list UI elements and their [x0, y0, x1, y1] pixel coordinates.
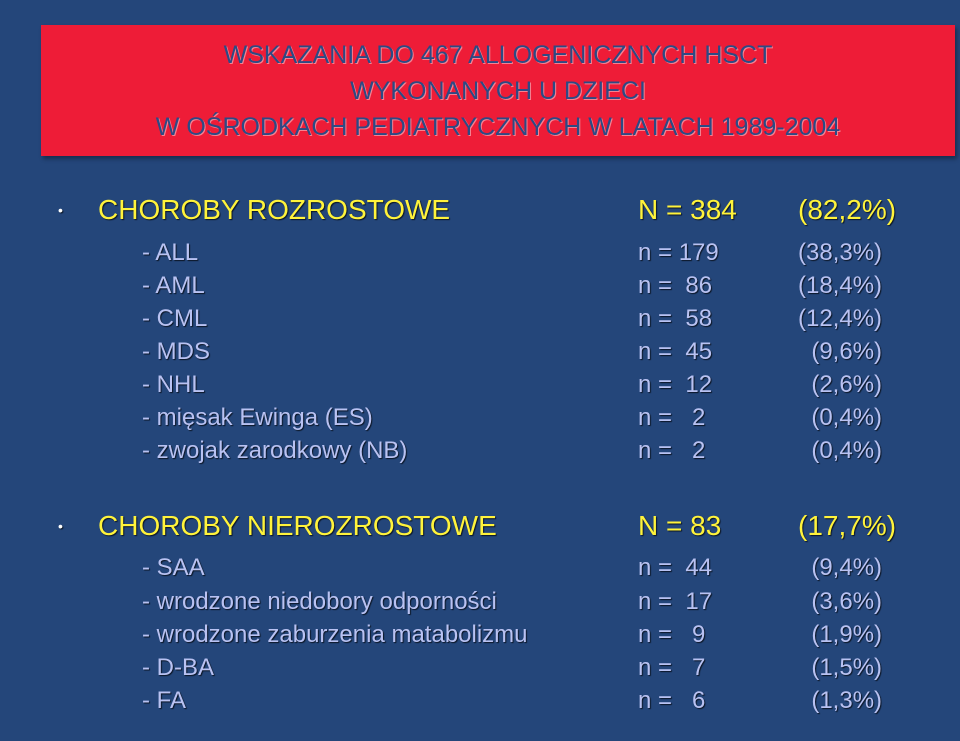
item-count: n = 58 — [638, 305, 713, 332]
item-label: - AML — [142, 272, 205, 299]
item-percent: (12,4%) — [798, 305, 883, 332]
item-label: - MDS — [142, 338, 210, 365]
item-percent: (1,3%) — [798, 687, 883, 714]
section-percent: (17,7%) — [798, 510, 897, 541]
list-item — [0, 302, 960, 336]
list-item — [0, 401, 960, 435]
list-item — [0, 269, 960, 303]
item-percent: (9,6%) — [798, 338, 883, 365]
item-percent: (1,5%) — [798, 654, 883, 681]
list-item — [0, 684, 960, 718]
title-box — [41, 25, 955, 156]
list-item — [0, 585, 960, 619]
bullet-icon: • — [58, 518, 63, 534]
section-label: CHOROBY ROZROSTOWE — [98, 194, 451, 225]
item-count: n = 179 — [638, 239, 719, 266]
item-percent: (3,6%) — [798, 588, 883, 615]
item-percent: (1,9%) — [798, 621, 883, 648]
item-label: - CML — [142, 305, 208, 332]
item-count: n = 45 — [638, 338, 713, 365]
section-header-proliferative — [0, 193, 960, 227]
item-percent: (2,6%) — [798, 371, 883, 398]
item-label: - wrodzone zaburzenia matabolizmu — [142, 621, 528, 648]
item-label: - mięsak Ewinga (ES) — [142, 404, 373, 431]
item-label: - SAA — [142, 554, 205, 581]
title-line-2: WYKONANYCH U DZIECI — [350, 76, 646, 105]
section-label: CHOROBY NIEROZROSTOWE — [98, 510, 497, 541]
item-percent: (38,3%) — [798, 239, 883, 266]
item-count: n = 12 — [638, 371, 713, 398]
item-label: - D-BA — [142, 654, 214, 681]
item-label: - NHL — [142, 371, 205, 398]
item-percent: (9,4%) — [798, 554, 883, 581]
section-count: N = 384 — [638, 194, 737, 225]
item-percent: (0,4%) — [798, 404, 883, 431]
item-count: n = 9 — [638, 621, 706, 648]
item-count: n = 2 — [638, 404, 706, 431]
section-count: N = 83 — [638, 510, 722, 541]
section-header-nonproliferative — [0, 509, 960, 543]
list-item — [0, 551, 960, 585]
item-label: - wrodzone niedobory odporności — [142, 588, 497, 615]
title-line-3: W OŚRODKACH PEDIATRYCZNYCH W LATACH 1989-2004 — [155, 112, 841, 141]
item-count: n = 2 — [638, 437, 706, 464]
list-item — [0, 651, 960, 685]
list-item — [0, 236, 960, 270]
item-count: n = 17 — [638, 588, 713, 615]
list-item — [0, 618, 960, 652]
item-percent: (0,4%) — [798, 437, 883, 464]
list-item — [0, 335, 960, 369]
list-item — [0, 368, 960, 402]
item-label: - FA — [142, 687, 187, 714]
bullet-icon: • — [58, 202, 63, 218]
title-line-1: WSKAZANIA DO 467 ALLOGENICZNYCH HSCT — [223, 40, 773, 69]
item-label: - ALL — [142, 239, 199, 266]
item-percent: (18,4%) — [798, 272, 883, 299]
item-count: n = 86 — [638, 272, 713, 299]
item-count: n = 6 — [638, 687, 706, 714]
section-percent: (82,2%) — [798, 194, 897, 225]
item-label: - zwojak zarodkowy (NB) — [142, 437, 408, 464]
list-item — [0, 434, 960, 468]
item-count: n = 44 — [638, 554, 713, 581]
item-count: n = 7 — [638, 654, 706, 681]
